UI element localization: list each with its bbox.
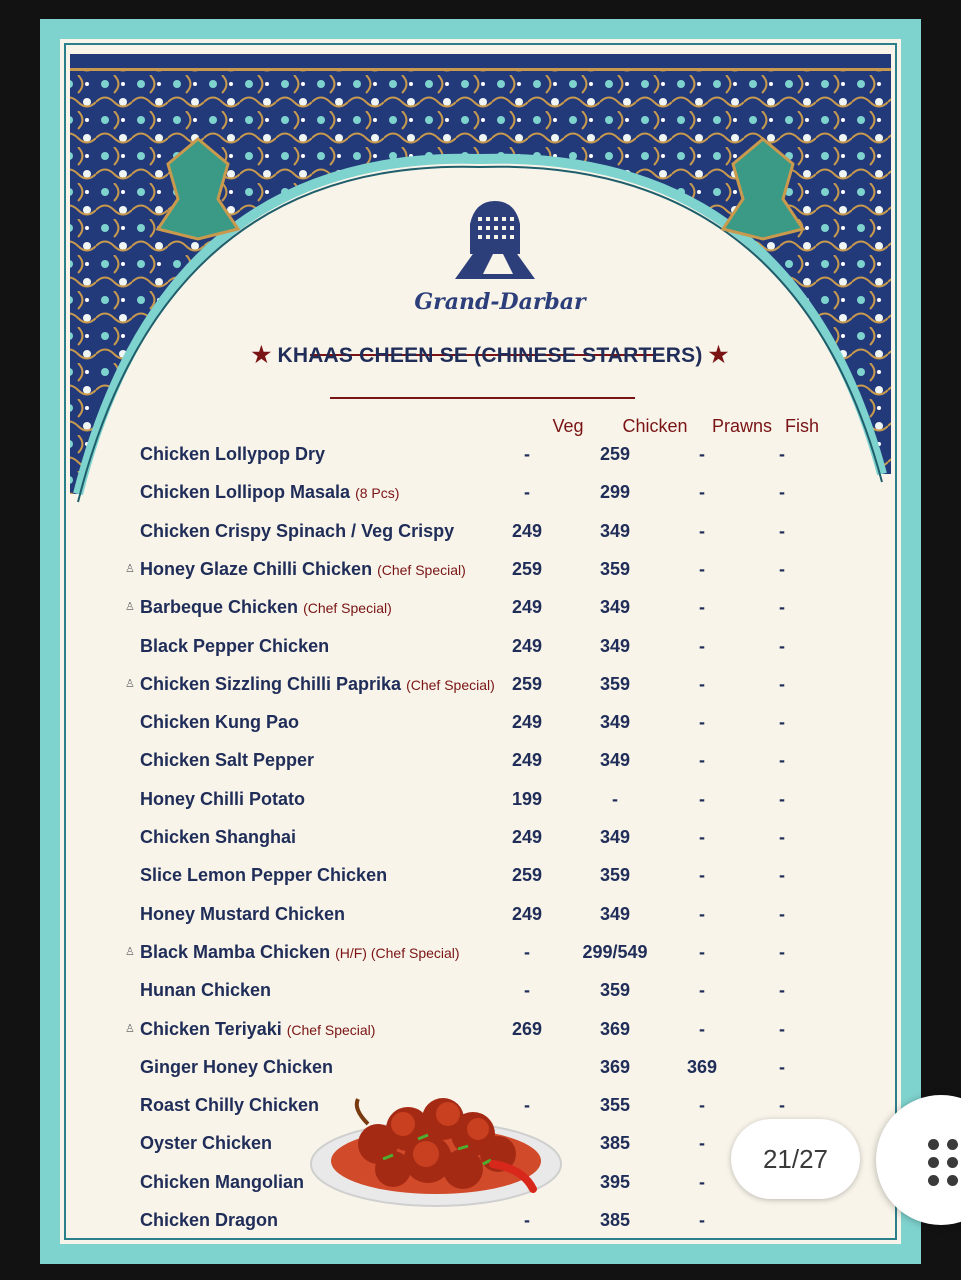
price-prawns: - bbox=[699, 712, 705, 733]
menu-item-label: Honey Glaze Chilli Chicken bbox=[140, 558, 373, 579]
price-fish: - bbox=[779, 980, 785, 1001]
menu-item-row bbox=[60, 904, 901, 934]
menu-item-name bbox=[140, 750, 314, 771]
price-fish: - bbox=[779, 750, 785, 771]
menu-item-label: Chicken Lollipop Masala bbox=[140, 482, 351, 503]
menu-item-note: (Chef Special) bbox=[303, 600, 392, 617]
title-rule-bottom bbox=[330, 397, 635, 399]
price-veg: - bbox=[524, 980, 530, 1001]
price-veg: 249 bbox=[511, 827, 543, 847]
price-veg: 249 bbox=[511, 635, 543, 656]
price-chicken: - bbox=[612, 788, 618, 809]
price-prawns: - bbox=[699, 980, 705, 1001]
price-fish: - bbox=[779, 444, 785, 464]
price-chicken: 395 bbox=[599, 1171, 631, 1192]
price-veg: 259 bbox=[511, 558, 543, 579]
menu-item-label: Oyster Chicken bbox=[140, 1133, 273, 1154]
price-prawns: - bbox=[699, 941, 705, 962]
menu-item-row bbox=[60, 521, 901, 551]
price-fish: - bbox=[779, 865, 785, 886]
menu-item-name bbox=[140, 1172, 304, 1193]
price-prawns: - bbox=[699, 865, 705, 886]
menu-item-name bbox=[140, 1057, 333, 1078]
price-veg: - bbox=[524, 444, 530, 464]
menu-item-row bbox=[60, 827, 901, 857]
menu-item-name bbox=[140, 674, 495, 695]
price-chicken: 355 bbox=[599, 1095, 631, 1116]
price-veg: 249 bbox=[511, 597, 543, 618]
price-chicken: 359 bbox=[599, 558, 631, 579]
menu-item-name bbox=[140, 521, 454, 542]
menu-item-label: Chicken Teriyaki bbox=[140, 1018, 282, 1039]
menu-item-row bbox=[60, 789, 901, 819]
menu-item-row bbox=[60, 674, 901, 704]
price-veg: 249 bbox=[511, 903, 543, 924]
price-prawns: - bbox=[699, 1133, 705, 1154]
menu-item-note: (Chef Special) bbox=[406, 676, 495, 693]
price-fish: - bbox=[779, 482, 785, 503]
menu-item-row bbox=[60, 865, 901, 895]
price-chicken: 369 bbox=[599, 1056, 631, 1077]
price-chicken: 359 bbox=[599, 673, 631, 694]
menu-item-name bbox=[140, 636, 329, 657]
menu-item-note: (Chef Special) bbox=[286, 1021, 376, 1038]
menu-page bbox=[40, 19, 921, 1264]
menu-item-note: (Chef Special) bbox=[377, 561, 466, 578]
menu-item-row bbox=[60, 980, 901, 1010]
price-veg: 259 bbox=[511, 865, 543, 886]
menu-item-label: Honey Mustard Chicken bbox=[140, 903, 346, 924]
price-chicken: 349 bbox=[599, 827, 631, 847]
price-prawns: - bbox=[699, 520, 705, 541]
menu-item-row bbox=[60, 482, 901, 512]
menu-item-label: Ginger Honey Chicken bbox=[140, 1056, 334, 1077]
price-fish: - bbox=[779, 635, 785, 656]
menu-item-name bbox=[140, 444, 325, 465]
price-chicken: 385 bbox=[599, 1210, 631, 1230]
column-header-chicken: Chicken bbox=[622, 416, 688, 436]
menu-item-label: Chicken Sizzling Chilli Paprika bbox=[140, 673, 402, 694]
price-chicken: 299 bbox=[599, 482, 631, 503]
price-prawns: - bbox=[699, 750, 705, 771]
section-title-text: KHAAS CHEEN SE (CHINESE STARTERS) bbox=[277, 344, 703, 367]
price-prawns: - bbox=[699, 444, 705, 464]
chef-hat-icon: ♙ bbox=[125, 562, 135, 575]
menu-item-name bbox=[140, 1019, 375, 1040]
menu-item-note: (8 Pcs) bbox=[355, 485, 400, 502]
price-veg: - bbox=[524, 941, 530, 962]
price-veg: 259 bbox=[511, 673, 543, 694]
chilli-chicken-plate-image bbox=[308, 1069, 563, 1209]
menu-item-label: Black Pepper Chicken bbox=[140, 635, 330, 656]
price-chicken: 259 bbox=[599, 444, 631, 464]
brand-logo-icon bbox=[445, 199, 545, 284]
menu-item-name bbox=[140, 1210, 278, 1231]
price-prawns: - bbox=[699, 673, 705, 694]
menu-item-row bbox=[60, 597, 901, 627]
menu-item-row bbox=[60, 636, 901, 666]
section-title bbox=[210, 342, 770, 368]
menu-item-label: Chicken Dragon bbox=[140, 1210, 279, 1230]
menu-item-row bbox=[60, 1210, 901, 1240]
price-chicken: 349 bbox=[599, 520, 631, 541]
price-fish: - bbox=[779, 597, 785, 618]
menu-page-inner bbox=[60, 39, 901, 1244]
menu-item-name bbox=[140, 980, 271, 1001]
column-header-fish: Fish bbox=[784, 416, 819, 436]
price-prawns: - bbox=[699, 903, 705, 924]
menu-item-row bbox=[60, 559, 901, 589]
price-prawns: - bbox=[699, 1095, 705, 1116]
menu-item-name bbox=[140, 865, 387, 886]
menu-item-row bbox=[60, 1019, 901, 1049]
chef-hat-icon: ♙ bbox=[125, 1022, 135, 1035]
price-veg: 249 bbox=[511, 750, 543, 771]
star-icon: ★ bbox=[708, 342, 729, 367]
price-fish: - bbox=[779, 788, 785, 809]
menu-item-label: Honey Chilli Potato bbox=[140, 788, 306, 809]
price-chicken: 359 bbox=[599, 865, 631, 886]
price-veg: 269 bbox=[511, 1018, 543, 1039]
price-veg: 249 bbox=[511, 712, 543, 733]
price-chicken: 349 bbox=[599, 635, 631, 656]
price-fish: - bbox=[779, 903, 785, 924]
menu-item-name bbox=[140, 789, 305, 810]
menu-item-name bbox=[140, 712, 299, 733]
price-prawns: - bbox=[699, 635, 705, 656]
menu-item-label: Chicken Crispy Spinach / Veg Crispy bbox=[140, 520, 455, 541]
price-chicken: 299/549 bbox=[582, 941, 648, 962]
menu-item-row bbox=[60, 712, 901, 742]
menu-item-name bbox=[140, 942, 460, 963]
menu-item-name bbox=[140, 559, 466, 580]
column-header-prawns: Prawns bbox=[711, 416, 773, 436]
menu-item-label: Hunan Chicken bbox=[140, 980, 272, 1001]
price-veg: 199 bbox=[511, 788, 543, 809]
menu-item-row bbox=[60, 942, 901, 972]
price-veg: - bbox=[524, 1210, 530, 1230]
price-fish: - bbox=[779, 1018, 785, 1039]
menu-item-name bbox=[140, 1095, 319, 1116]
page-indicator[interactable]: 21/27 bbox=[731, 1119, 860, 1199]
menu-item-name bbox=[140, 827, 296, 848]
price-veg: 249 bbox=[511, 520, 543, 541]
chef-hat-icon: ♙ bbox=[125, 677, 135, 690]
price-prawns: - bbox=[699, 827, 705, 847]
menu-item-label: Chicken Kung Pao bbox=[140, 712, 300, 733]
price-veg: - bbox=[524, 1095, 530, 1116]
price-fish: - bbox=[779, 712, 785, 733]
price-chicken: 349 bbox=[599, 597, 631, 618]
price-prawns: - bbox=[699, 597, 705, 618]
menu-item-label: Slice Lemon Pepper Chicken bbox=[140, 865, 388, 886]
price-chicken: 359 bbox=[599, 980, 631, 1001]
menu-item-name bbox=[140, 597, 392, 618]
menu-item-label: Roast Chilly Chicken bbox=[140, 1095, 320, 1116]
menu-item-row bbox=[60, 750, 901, 780]
star-icon: ★ bbox=[251, 342, 272, 367]
column-header-veg: Veg bbox=[552, 416, 584, 436]
price-prawns: - bbox=[699, 1171, 705, 1192]
menu-item-label: Chicken Shanghai bbox=[140, 827, 297, 847]
price-fish: - bbox=[779, 1095, 785, 1116]
menu-item-name bbox=[140, 904, 345, 925]
menu-item-label: Chicken Salt Pepper bbox=[140, 750, 315, 771]
brand-name: Grand-Darbar bbox=[414, 289, 586, 315]
price-fish: - bbox=[779, 1056, 785, 1077]
chef-hat-icon: ♙ bbox=[125, 945, 135, 958]
price-chicken: 349 bbox=[599, 712, 631, 733]
price-prawns: - bbox=[699, 482, 705, 503]
menu-item-label: Black Mamba Chicken bbox=[140, 941, 331, 962]
chef-hat-icon: ♙ bbox=[125, 601, 135, 614]
price-chicken: 349 bbox=[599, 750, 631, 771]
price-fish: - bbox=[779, 558, 785, 579]
price-chicken: 349 bbox=[599, 903, 631, 924]
price-fish: - bbox=[779, 673, 785, 694]
menu-item-name bbox=[140, 1133, 272, 1154]
menu-item-label: Chicken Mangolian bbox=[140, 1171, 305, 1192]
menu-item-note: (H/F) (Chef Special) bbox=[335, 944, 460, 961]
price-chicken: 385 bbox=[599, 1133, 631, 1154]
price-prawns: - bbox=[699, 558, 705, 579]
price-prawns: - bbox=[699, 1018, 705, 1039]
price-chicken: 369 bbox=[599, 1018, 631, 1039]
grid-dots-icon bbox=[928, 1139, 959, 1186]
price-prawns: - bbox=[699, 1210, 705, 1230]
price-fish: - bbox=[779, 827, 785, 847]
price-fish: - bbox=[779, 941, 785, 962]
price-veg: - bbox=[524, 482, 530, 503]
menu-item-row bbox=[60, 444, 901, 474]
price-prawns: - bbox=[699, 788, 705, 809]
menu-item-name bbox=[140, 482, 399, 503]
menu-item-label: Chicken Lollypop Dry bbox=[140, 444, 326, 464]
menu-item-label: Barbeque Chicken bbox=[140, 597, 299, 618]
price-fish: - bbox=[779, 520, 785, 541]
price-prawns: 369 bbox=[686, 1056, 718, 1077]
